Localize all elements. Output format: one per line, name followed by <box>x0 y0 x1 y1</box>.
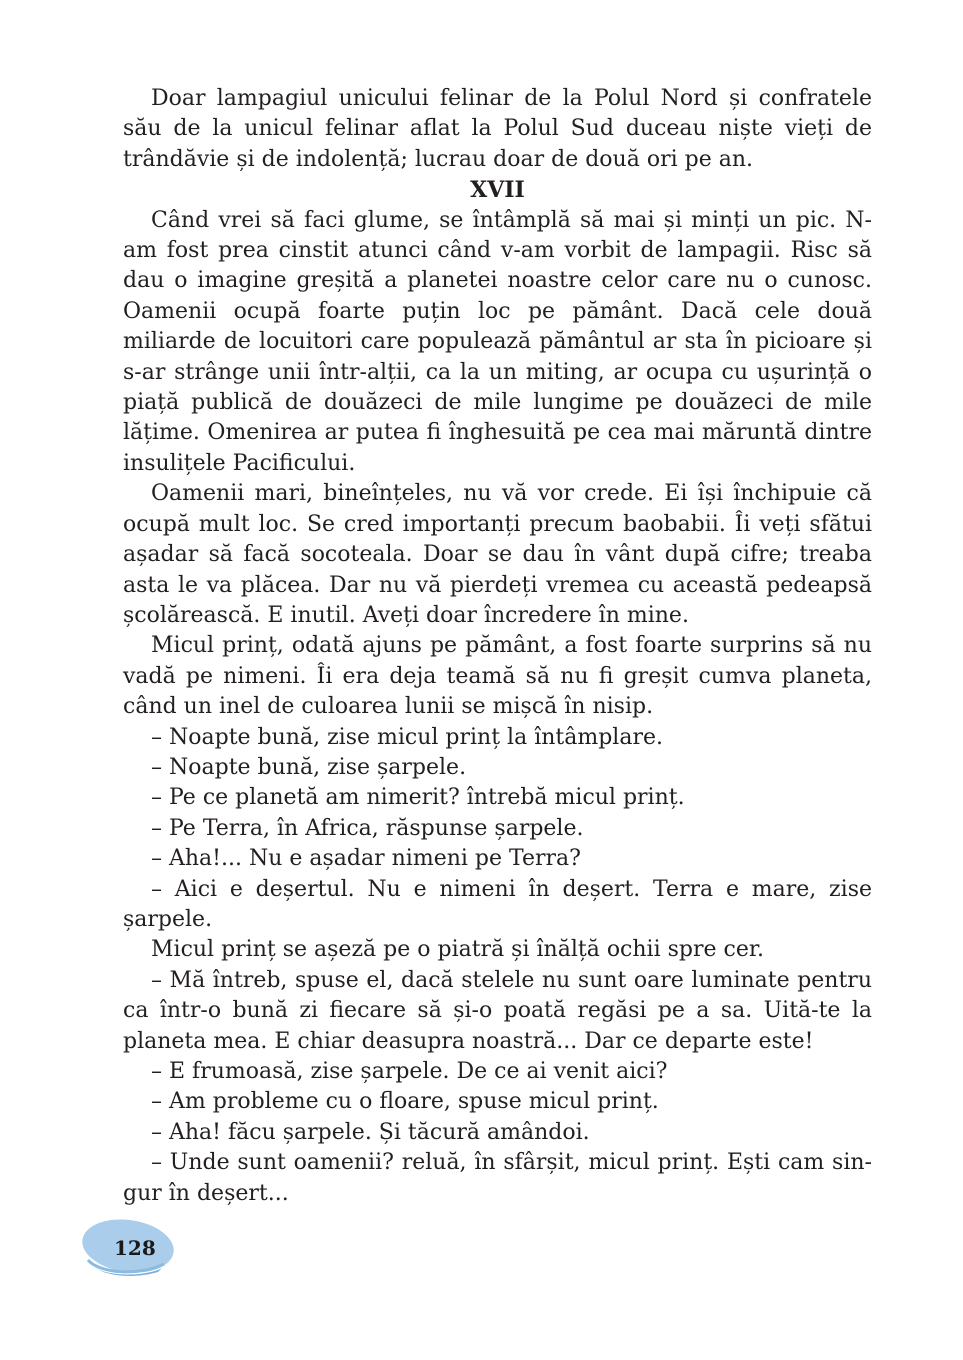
dialogue-line-6: – Aici e deșertul. Nu e nimeni în deșert. Terra e mare, zise șarpele. <box>123 876 872 932</box>
page-number: 128 <box>114 1236 156 1260</box>
paragraph-4: Micul prinț se așeză pe o piatră și înălță ochii spre cer. <box>151 937 764 963</box>
dialogue-line-7: – Mă întreb, spuse el, dacă stelele nu sunt oare luminate pentru ca într-o bună zi fiecare să și-o poată regăsi pe a sa. Uită-te la planeta mea. E chiar deasupra noastră... Dar ce departe este! <box>123 967 872 1054</box>
dialogue-line-2: – Noapte bună, zise șarpele. <box>151 754 467 780</box>
dialogue-line-10: – Aha! făcu șarpele. Și tăcură amândoi. <box>151 1119 590 1145</box>
dialogue-line-11: – Unde sunt oamenii? reluă, în sfârșit, micul prinț. Ești cam sin-gur în deșert... <box>123 1150 872 1206</box>
page-number-badge <box>78 1216 178 1278</box>
dialogue-line-5: – Aha!... Nu e așadar nimeni pe Terra? <box>151 846 581 872</box>
dialogue-line-8: – E frumoasă, zise șarpele. De ce ai venit aici? <box>151 1059 668 1084</box>
paragraph-1: Când vrei să faci glume, se întâmplă să mai și minți un pic. N-am fost prea cinstit atunci când v-am vorbit de lampagii. Risc să dau o imagine greșită a planetei noastre celor care nu o cunosc. Oamenii ocupă foarte puțin loc pe pământ. Dacă cele două miliarde de locuitori care populează pământul ar sta în picioare și s-ar strânge unii într-alții, ca la un miting, ar ocupa cu ușurință o piață publică de douăzeci de mile lungime pe douăzeci de mile lățime. Omenirea ar putea fi înghesuită pe cea mai măruntă dintre insulițele Pacificului. <box>123 207 872 476</box>
dialogue-line-9: – Am probleme cu o floare, spuse micul prinț. <box>151 1089 659 1115</box>
paragraph-intro: Doar lampagiul unicului felinar de la Polul Nord și confratele său de la unicul felinar aflat la Polul Sud duceau niște vieți de trândăvie și de indolență; lucrau doar de două ori pe an. <box>123 86 872 172</box>
dialogue-line-3: – Pe ce planetă am nimerit? întrebă micul prinț. <box>151 785 685 811</box>
paragraph-2: Oamenii mari, bineînțeles, nu vă vor crede. Ei își închipuie că ocupă mult loc. Se cred importanți precum baobabii. Îi veți sfătui așadar să facă socoteala. Doar se dau în vânt după cifre; treaba asta le va plăcea. Dar nu vă pierdeți vremea cu această pedeapsă școlărească. E inutil. Aveți doar încredere în mine. <box>123 481 872 628</box>
chapter-heading: XVII <box>470 177 525 204</box>
paragraph-3: Micul prinț, odată ajuns pe pământ, a fost foarte surprins să nu vadă pe nimeni. Îi era deja teamă să nu fi greșit cumva planeta, când un inel de culoarea lunii se mișcă în nisip. <box>123 633 872 720</box>
dialogue-line-1: – Noapte bună, zise micul prinț la întâmplare. <box>151 724 663 750</box>
page-body <box>123 84 872 1209</box>
dialogue-line-4: – Pe Terra, în Africa, răspunse șarpele. <box>151 815 584 841</box>
